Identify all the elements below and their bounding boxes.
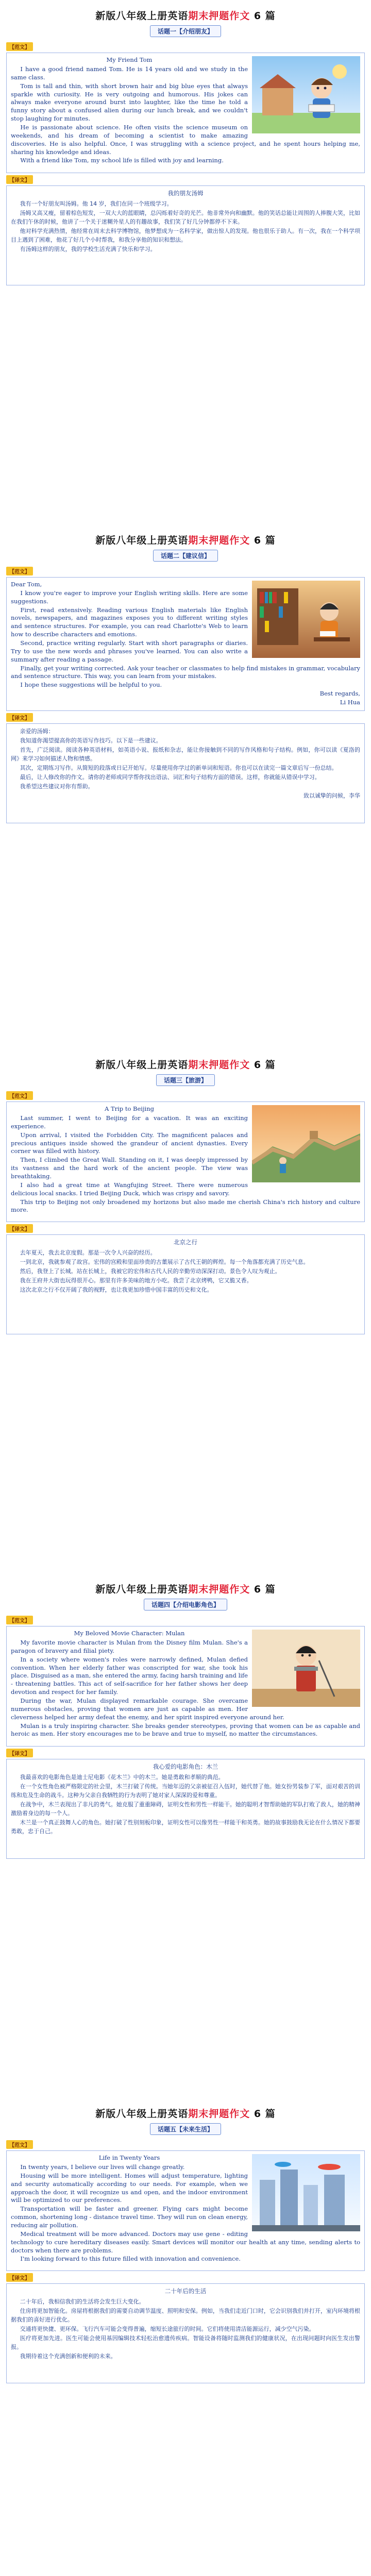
model-essay-tag: 【范文】 — [6, 2140, 33, 2149]
chinese-paragraph: 在战争中，木兰表现出了非凡的勇气。她克服了重重障碍，证明女性和男性一样能干。她的聪明才智帮助她的军队打败了敌人，她的精神激励着身边的每一个人。 — [11, 1801, 360, 1817]
chinese-paragraph: 致以诚挚的问候，李华 — [303, 792, 360, 800]
translation-tag: 【译文】 — [6, 713, 33, 722]
chinese-paragraph: 在一个女性角色被严格限定的社会里，木兰打破了传统。当她年迈的父亲被征召入伍时，她代替了他。她女扮男装参了军，面对艰苦的训练和危及生命的战斗。这种为父亲自我牺牲的行为表明了她对家人深深的爱和尊重。 — [11, 1783, 360, 1799]
essay-illustration — [252, 1105, 360, 1182]
chinese-paragraph: 我最喜欢的电影角色是迪士尼电影《花木兰》中的木兰。她是勇敢和孝顺的典范。 — [20, 1774, 224, 1781]
topic-label: 话题五【未来生活】 — [150, 2123, 221, 2135]
translation-tag: 【译文】 — [6, 175, 33, 184]
english-paragraph: Best regards, — [319, 690, 360, 698]
title-highlight: 期末押题作文 — [188, 10, 250, 22]
model-essay-tag: 【范文】 — [6, 567, 33, 575]
chinese-paragraph: 他对科学充满热情，他经常在周末去科学博物馆，他梦想成为一名科学家，做出惊人的发现。他也很乐于助人。有一次，我在一个科学项目上遇到了困难，他花了好几个小时帮我，和我分享他的知识和想法。 — [11, 228, 360, 244]
chinese-paragraph: 我希望这些建议对你有帮助。 — [20, 783, 94, 790]
chinese-paragraph: 最后，让人修改你的作文。请你的老师或同学帮你找出语法、词汇和句子结构方面的错误。这样，你就能从错误中学习。 — [20, 774, 321, 781]
chinese-translation — [6, 1234, 365, 1334]
model-essay-tag: 【范文】 — [6, 1616, 33, 1624]
chinese-title: 北京之行 — [174, 1239, 197, 1246]
chinese-paragraph: 亲爱的汤姆： — [20, 727, 54, 735]
chinese-paragraph: 汤姆又高又瘦，留着棕色短发，一双大大的蓝眼睛，总闪烁着好奇的光芒。他非常外向和幽默。他的笑话总能让周围的人捧腹大笑，比如在我们午休的时候，他讲了一个关于迷糊外星人的有趣故事，我们笑了好几分钟都停不下来。 — [11, 210, 360, 226]
english-paragraph: Last summer, I went to Beijing for a vacation. It was an exciting experience. — [11, 1114, 248, 1130]
english-paragraph: He is passionate about science. He often visits the science museum on weekends, and his dream of becoming a scientist to make amazing discoveries. He is also helpful. Once, I was struggling with a science project, and he spent hours helping me, sharing his knowledge and ideas. — [11, 124, 360, 156]
essay-page — [0, 524, 371, 1049]
chinese-paragraph: 我在王府井大街也玩得很开心。那里有许多美味的地方小吃。我尝了北京烤鸭，它又脆又香。 — [20, 1277, 252, 1284]
translation-tag: 【译文】 — [6, 1749, 33, 1757]
english-paragraph: In twenty years, I believe our lives will change greatly. — [20, 2163, 185, 2171]
model-essay-tag: 【范文】 — [6, 42, 33, 51]
chinese-translation — [6, 185, 365, 285]
english-paragraph: Mulan is a truly inspiring character. She breaks gender stereotypes, proving that women can be as capable and heroic as men. Her story encourages me to be brave and true to myself, no matter the circumstances. — [11, 1722, 360, 1738]
topic-label: 话题三【旅游】 — [156, 1074, 215, 1086]
title-highlight: 期末押题作文 — [188, 1584, 250, 1595]
english-paragraph: Then, I climbed the Great Wall. Standing on it, I was deeply impressed by its vastness and the hard work of the ancient people. The view was breathtaking. — [11, 1156, 248, 1180]
essay-illustration — [252, 2154, 360, 2231]
english-paragraph: I know you're eager to improve your English writing skills. Here are some suggestions. — [11, 589, 248, 605]
english-paragraph: Housing will be more intelligent. Homes will adjust temperature, lighting and security automatically according to our needs. For example, when we approach the door, it will recognize us and open, and the indoor environment will be optimized to our preferences. — [11, 2172, 248, 2204]
english-paragraph: Transportation will be faster and greener. Flying cars might become common, shortening long - distance travel time. They will run on clean energy, reducing air pollution. — [11, 2205, 248, 2229]
title-prefix: 新版八年级上册英语 — [95, 1059, 189, 1071]
chinese-paragraph: 其次，定期练习写作。从简短的段落或日记开始写。尽量使用你学过的新单词和短语。你也可以在读完一篇文章后写一份总结。 — [20, 765, 338, 772]
chinese-paragraph: 我知道你渴望提高你的英语写作技巧。以下是一些建议。 — [20, 737, 162, 744]
essay-illustration — [252, 1630, 360, 1707]
document-title — [6, 533, 365, 547]
title-prefix: 新版八年级上册英语 — [95, 2108, 189, 2120]
english-paragraph: Second, practice writing regularly. Start with short paragraphs or diaries. Try to use the new words and phrases you've learned. You can also write a summary after reading a passage. — [11, 639, 248, 663]
english-paragraph: I also had a great time at Wangfujing Street. There were numerous delicious local snacks. I tried Beijing Duck, which was crispy and savory. — [11, 1181, 248, 1197]
essay-page — [0, 1573, 371, 2098]
title-suffix: 6 篇 — [250, 1059, 276, 1071]
chinese-paragraph: 住房将更加智能化。房屋将根据我们的需要自动调节温度、照明和安保。例如，当我们走近门口时，它会识别我们并打开，室内环境将根据我们的喜好进行优化。 — [11, 2308, 360, 2324]
english-paragraph: In a society where women's roles were narrowly defined, Mulan defied convention. When her elderly father was conscripted for war, she took his place. Disguised as a man, she entered the army, facing harsh training and life - threatening battles. This act of self-sacrifice for her father shows her deep devotion and respect for her family. — [11, 1655, 248, 1696]
chinese-paragraph: 然后，我登上了长城。站在长城上，我被它的宏伟和古代人民的辛勤劳动深深打动。景色令人叹为观止。 — [20, 1268, 281, 1275]
title-highlight: 期末押题作文 — [188, 1059, 250, 1071]
chinese-paragraph: 一到北京，我就参观了故宫。宏伟的宫殿和里面珍贵的古董展示了古代王朝的辉煌。每一个角落都充满了历史气息。 — [20, 1259, 309, 1266]
english-paragraph: Tom is tall and thin, with short brown hair and big blue eyes that always sparkle with curiosity. He is very outgoing and humorous. His jokes can always make everyone around burst into laughter, like the time he told a funny story about a confused alien during our lunch break, and we couldn't stop laughing for minutes. — [11, 82, 248, 123]
chinese-paragraph: 我期待着这个充满创新和便利的未来。 — [20, 2353, 116, 2360]
chinese-translation — [6, 2283, 365, 2383]
english-paragraph: During the war, Mulan displayed remarkable courage. She overcame numerous obstacles, proving that women are just as capable as men. Her cleverness helped her army defeat the enemy, and her spirit inspired everyone around her. — [11, 1697, 284, 1721]
essay-page — [0, 0, 371, 524]
chinese-paragraph: 木兰是一个真正鼓舞人心的角色。她打破了性别刻板印象，证明女性可以像男性一样能干和英勇。她的故事鼓励我无论在什么情况下都要勇敢，忠于自己。 — [11, 1819, 360, 1835]
translation-tag: 【译文】 — [6, 1224, 33, 1233]
document-title — [6, 1057, 365, 1071]
english-title: A Trip to Beijing — [105, 1105, 154, 1112]
title-suffix: 6 篇 — [250, 10, 276, 22]
title-prefix: 新版八年级上册英语 — [95, 1584, 189, 1595]
english-title: My Friend Tom — [106, 56, 153, 63]
chinese-title: 我心爱的电影角色：木兰 — [153, 1763, 218, 1770]
title-suffix: 6 篇 — [250, 2108, 276, 2120]
english-essay — [6, 2150, 365, 2271]
document-title — [6, 1582, 365, 1596]
english-title: Life in Twenty Years — [98, 2154, 160, 2161]
chinese-paragraph: 我有一个好朋友叫汤姆。他 14 岁，我们在同一个班级学习。 — [20, 200, 173, 207]
essay-page — [0, 2098, 371, 2576]
chinese-paragraph: 有汤姆这样的朋友，我的学校生活充满了快乐和学习。 — [20, 246, 156, 253]
chinese-translation — [6, 723, 365, 823]
english-essay — [6, 577, 365, 711]
english-paragraph: I'm looking forward to this future filled with innovation and convenience. — [20, 2255, 241, 2263]
topic-label: 话题四【介绍电影角色】 — [144, 1599, 227, 1611]
english-paragraph: Dear Tom, — [11, 581, 42, 588]
essay-illustration — [252, 56, 360, 133]
chinese-paragraph: 首先，广泛阅读。阅读各种英语材料，如英语小说、报纸和杂志，能让你接触到不同的写作风格和句子结构。例如，你可以读《夏洛的网》来学习如何描述人物和情感。 — [11, 746, 360, 762]
english-essay — [6, 53, 365, 173]
english-paragraph: With a friend like Tom, my school life is filled with joy and learning. — [20, 157, 224, 164]
chinese-paragraph: 医疗将更加先进。医生可能会使用基因编辑技术轻松治愈遗传疾病。智能设备将随时监测我们的健康状况，在出现问题时向医生发出警报。 — [11, 2335, 360, 2351]
english-paragraph: Li Hua — [340, 699, 360, 706]
chinese-paragraph: 二十年后，我相信我们的生活将会发生巨大变化。 — [20, 2298, 145, 2305]
english-paragraph: I hope these suggestions will be helpful to you. — [20, 681, 162, 689]
chinese-paragraph: 交通将更快捷、更环保。飞行汽车可能会变得普遍，缩短长途旅行的时间。它们将使用清洁能源运行，减少空气污染。 — [20, 2326, 315, 2333]
english-paragraph: My favorite movie character is Mulan from the Disney film Mulan. She's a paragon of bravery and filial piety. — [11, 1639, 248, 1654]
chinese-title: 二十年后的生活 — [164, 2287, 207, 2295]
english-essay — [6, 1626, 365, 1747]
chinese-translation — [6, 1759, 365, 1859]
chinese-paragraph: 这次北京之行不仅开阔了我的视野，也让我更加珍惜中国丰富的历史和文化。 — [20, 1286, 213, 1294]
title-suffix: 6 篇 — [250, 1584, 276, 1595]
english-paragraph: Finally, get your writing corrected. Ask your teacher or classmates to help find mistakes in grammar, vocabulary and sentence structure. This way, you can learn from your mistakes. — [11, 664, 360, 680]
document-title — [6, 2106, 365, 2120]
english-title: My Beloved Movie Character: Mulan — [74, 1630, 185, 1637]
title-prefix: 新版八年级上册英语 — [95, 535, 189, 546]
chinese-paragraph: 去年夏天，我去北京度假。那是一次令人兴奋的经历。 — [20, 1249, 156, 1256]
title-highlight: 期末押题作文 — [188, 2108, 250, 2120]
english-paragraph: Upon arrival, I visited the Forbidden City. The magnificent palaces and precious antiques inside showed the grandeur of ancient dynasties. Every corner was filled with history. — [11, 1131, 248, 1155]
title-suffix: 6 篇 — [250, 535, 276, 546]
english-paragraph: First, read extensively. Reading various English materials like English novels, newspapers, and magazines exposes you to different writing styles and sentence structures. For example, you can read Charlotte's Web to learn how to describe characters and emotions. — [11, 606, 248, 638]
title-prefix: 新版八年级上册英语 — [95, 10, 189, 22]
english-essay — [6, 1101, 365, 1222]
translation-tag: 【译文】 — [6, 2273, 33, 2282]
topic-label: 话题一【介绍朋友】 — [150, 25, 221, 37]
chinese-title: 我的朋友汤姆 — [167, 190, 204, 197]
document-title — [6, 8, 365, 22]
model-essay-tag: 【范文】 — [6, 1091, 33, 1100]
english-paragraph: Medical treatment will be more advanced. Doctors may use gene - editing technology to cure hereditary diseases easily. Smart devices will monitor our health at any time, sending alerts to doctors when there are problems. — [11, 2230, 360, 2254]
essay-page — [0, 1049, 371, 1573]
topic-label: 话题二【建议信】 — [153, 550, 218, 562]
title-highlight: 期末押题作文 — [188, 535, 250, 546]
english-paragraph: This trip to Beijing not only broadened my horizons but also made me cherish China's rich history and culture more. — [11, 1198, 360, 1214]
essay-illustration — [252, 581, 360, 658]
english-paragraph: I have a good friend named Tom. He is 14 years old and we study in the same class. — [11, 65, 248, 81]
